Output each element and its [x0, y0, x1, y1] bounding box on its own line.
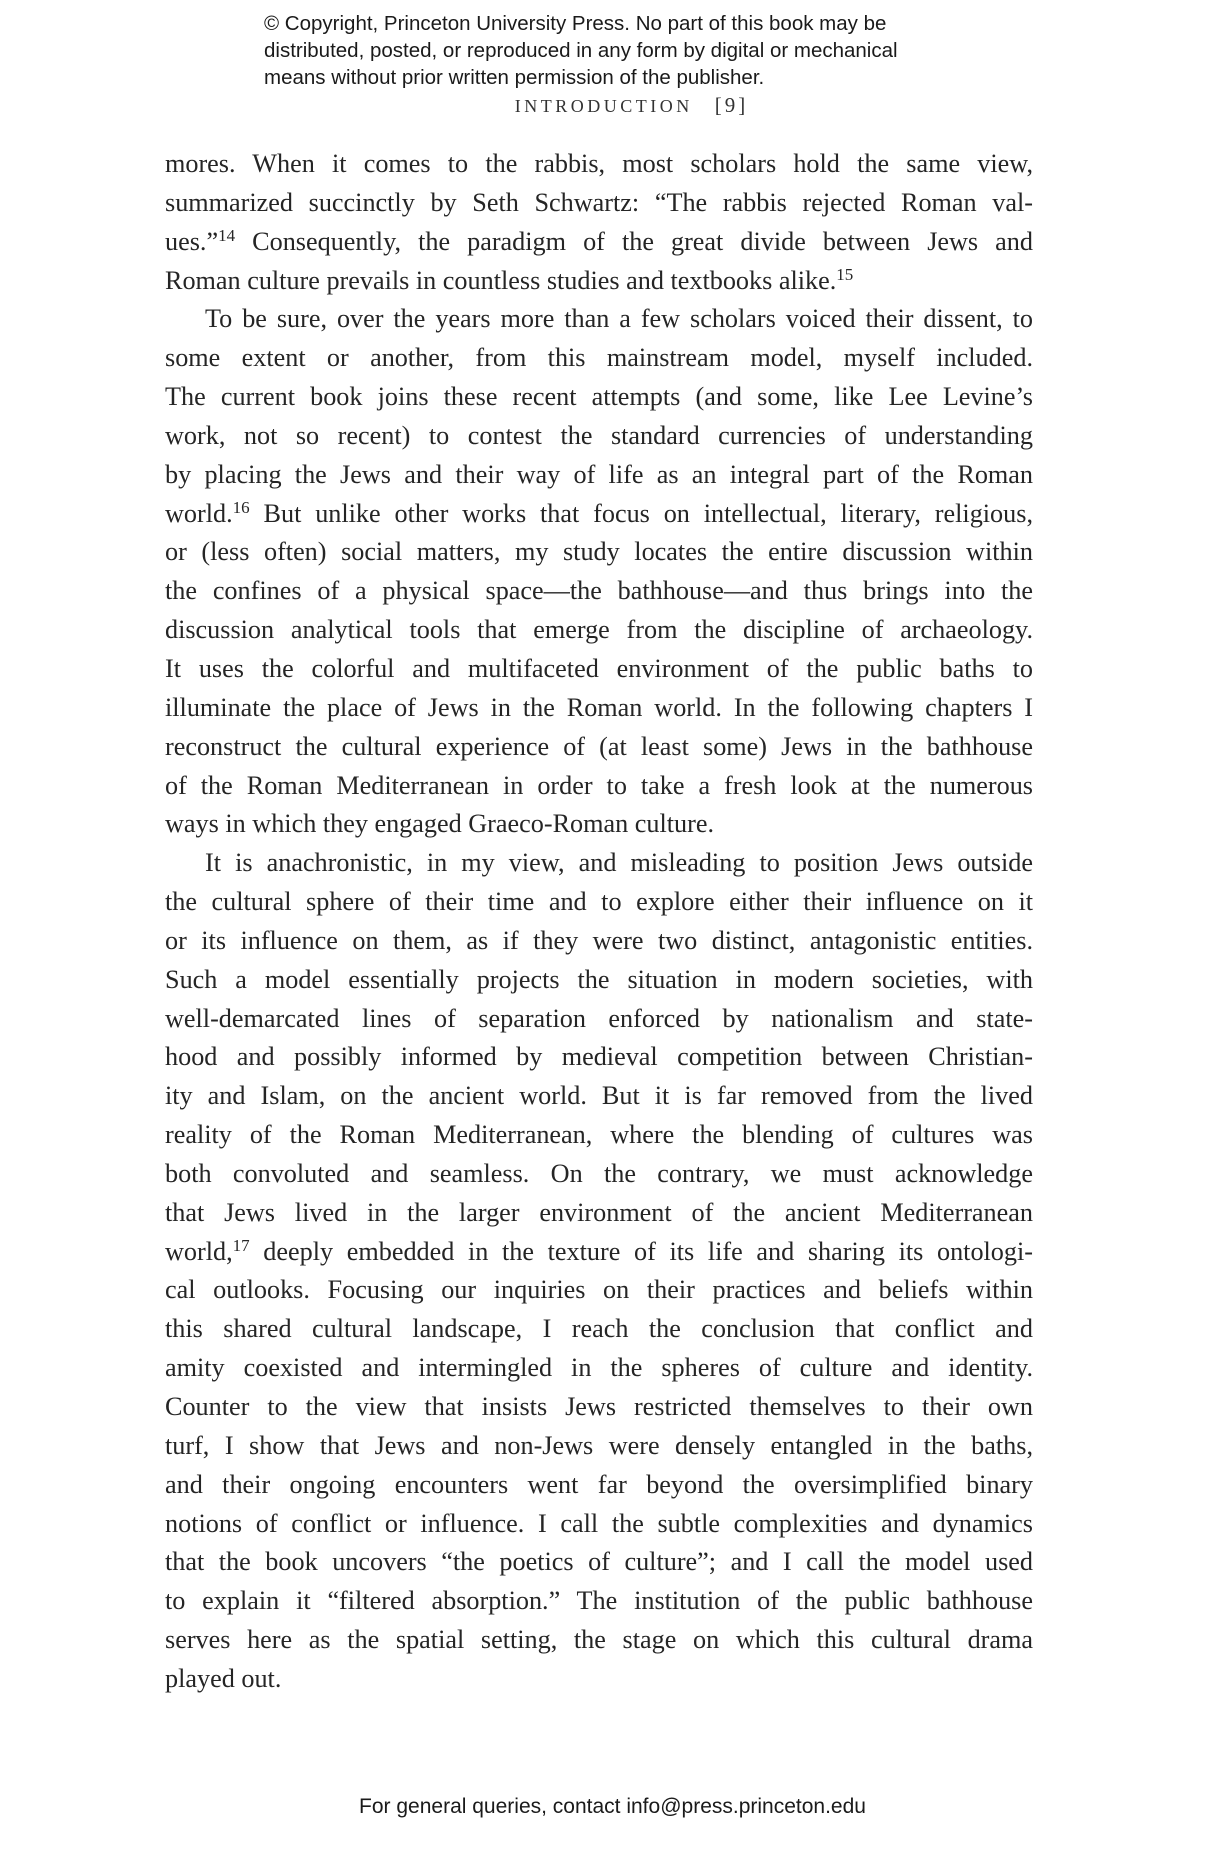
text-fragment: Consequently, the paradigm of the great divide between Jews and — [235, 226, 1033, 256]
text-line: both convoluted and seamless. On the contrary, we must acknowledge — [165, 1158, 1033, 1188]
text-fragment: ues.” — [165, 226, 219, 256]
text-line: played out. — [165, 1663, 282, 1693]
text-line: of the Roman Mediterranean in order to take a fresh look at the numerous — [165, 770, 1033, 800]
text-line: cal outlooks. Focusing our inquiries on their practices and beliefs within — [165, 1275, 1033, 1305]
text-line: illuminate the place of Jews in the Roman world. In the following chapters I — [165, 692, 1033, 722]
text-fragment: deeply embedded in the texture of its life and sharing its ontologi- — [249, 1236, 1033, 1266]
text-line: ity and Islam, on the ancient world. But it is far removed from the lived — [165, 1081, 1033, 1111]
text-line: Such a model essentially projects the situation in modern societies, with — [165, 964, 1033, 994]
text-line: work, not so recent) to contest the standard currencies of understanding — [165, 420, 1033, 450]
text-line: mores. When it comes to the rabbis, most scholars hold the same view, — [165, 149, 1033, 178]
text-line: To be sure, over the years more than a few scholars voiced their dissent, to — [205, 304, 1033, 334]
text-line: the cultural sphere of their time and to explore either their influence on it — [165, 887, 1033, 917]
text-fragment: world, — [165, 1236, 233, 1266]
text-fragment: But unlike other works that focus on intellectual, literary, religious, — [249, 498, 1033, 528]
footnote-marker: 14 — [218, 225, 236, 245]
text-line: notions of conflict or influence. I call the subtle complexities and dynamics — [165, 1508, 1033, 1538]
text-line: It uses the colorful and multifaceted environment of the public baths to — [165, 653, 1033, 683]
text-line: or (less often) social matters, my study locates the entire discussion within — [165, 537, 1033, 567]
body-text — [165, 145, 1033, 1699]
text-fragment: world. — [165, 498, 233, 528]
copyright-line: © Copyright, Princeton University Press. No part of this book may be — [264, 12, 887, 35]
text-line: ways in which they engaged Graeco-Roman culture. — [165, 809, 715, 839]
text-line: this shared cultural landscape, I reach the conclusion that conflict and — [165, 1314, 1033, 1344]
footnote-marker: 15 — [836, 264, 854, 284]
text-line: or its influence on them, as if they were two distinct, antagonistic entities. — [165, 925, 1033, 955]
page-number: [9] — [714, 93, 749, 117]
text-line — [165, 1233, 1033, 1272]
text-line: that the book uncovers “the poetics of culture”; and I call the model used — [165, 1547, 1033, 1577]
text-line: well-demarcated lines of separation enforced by nationalism and state- — [165, 1003, 1033, 1033]
text-line: amity coexisted and intermingled in the spheres of culture and identity. — [165, 1353, 1033, 1383]
text-line — [165, 495, 1033, 534]
text-line — [165, 262, 1033, 301]
text-line: turf, I show that Jews and non-Jews were densely entangled in the baths, — [165, 1430, 1033, 1460]
text-line: reality of the Roman Mediterranean, where the blending of cultures was — [165, 1120, 1033, 1150]
text-line: some extent or another, from this mainstream model, myself included. — [165, 343, 1033, 373]
copyright-line: means without prior written permission of the publisher. — [264, 66, 765, 89]
running-head-section: INTRODUCTION — [514, 96, 693, 116]
text-line: serves here as the spatial setting, the stage on which this cultural drama — [165, 1625, 1033, 1655]
text-line: reconstruct the cultural experience of (at least some) Jews in the bathhouse — [165, 731, 1033, 761]
text-line — [165, 223, 1033, 262]
text-line: that Jews lived in the larger environment of the ancient Mediterranean — [165, 1197, 1033, 1227]
text-line: It is anachronistic, in my view, and misleading to position Jews outside — [205, 848, 1033, 878]
text-line: to explain it “filtered absorption.” The institution of the public bathhouse — [165, 1586, 1033, 1616]
text-fragment: Roman culture prevails in countless studies and textbooks alike. — [165, 265, 837, 295]
text-line: the confines of a physical space—the bathhouse—and thus brings into the — [165, 576, 1033, 606]
text-line: discussion analytical tools that emerge from the discipline of archaeology. — [165, 615, 1033, 645]
footnote-marker: 16 — [232, 497, 250, 517]
running-head — [0, 93, 1225, 118]
copyright-notice — [264, 10, 1004, 91]
text-line: by placing the Jews and their way of life as an integral part of the Roman — [165, 459, 1033, 489]
text-line: hood and possibly informed by medieval competition between Christian- — [165, 1042, 1033, 1072]
footer-contact: For general queries, contact info@press.princeton.edu — [359, 1795, 866, 1818]
text-line: summarized succinctly by Seth Schwartz: “The rabbis rejected Roman val- — [165, 187, 1033, 217]
copyright-line: distributed, posted, or reproduced in any form by digital or mechanical — [264, 39, 898, 62]
text-line: and their ongoing encounters went far beyond the oversimplified binary — [165, 1469, 1033, 1499]
footnote-marker: 17 — [232, 1235, 250, 1255]
text-line: The current book joins these recent attempts (and some, like Lee Levine’s — [165, 382, 1033, 412]
text-line: Counter to the view that insists Jews restricted themselves to their own — [165, 1392, 1033, 1421]
